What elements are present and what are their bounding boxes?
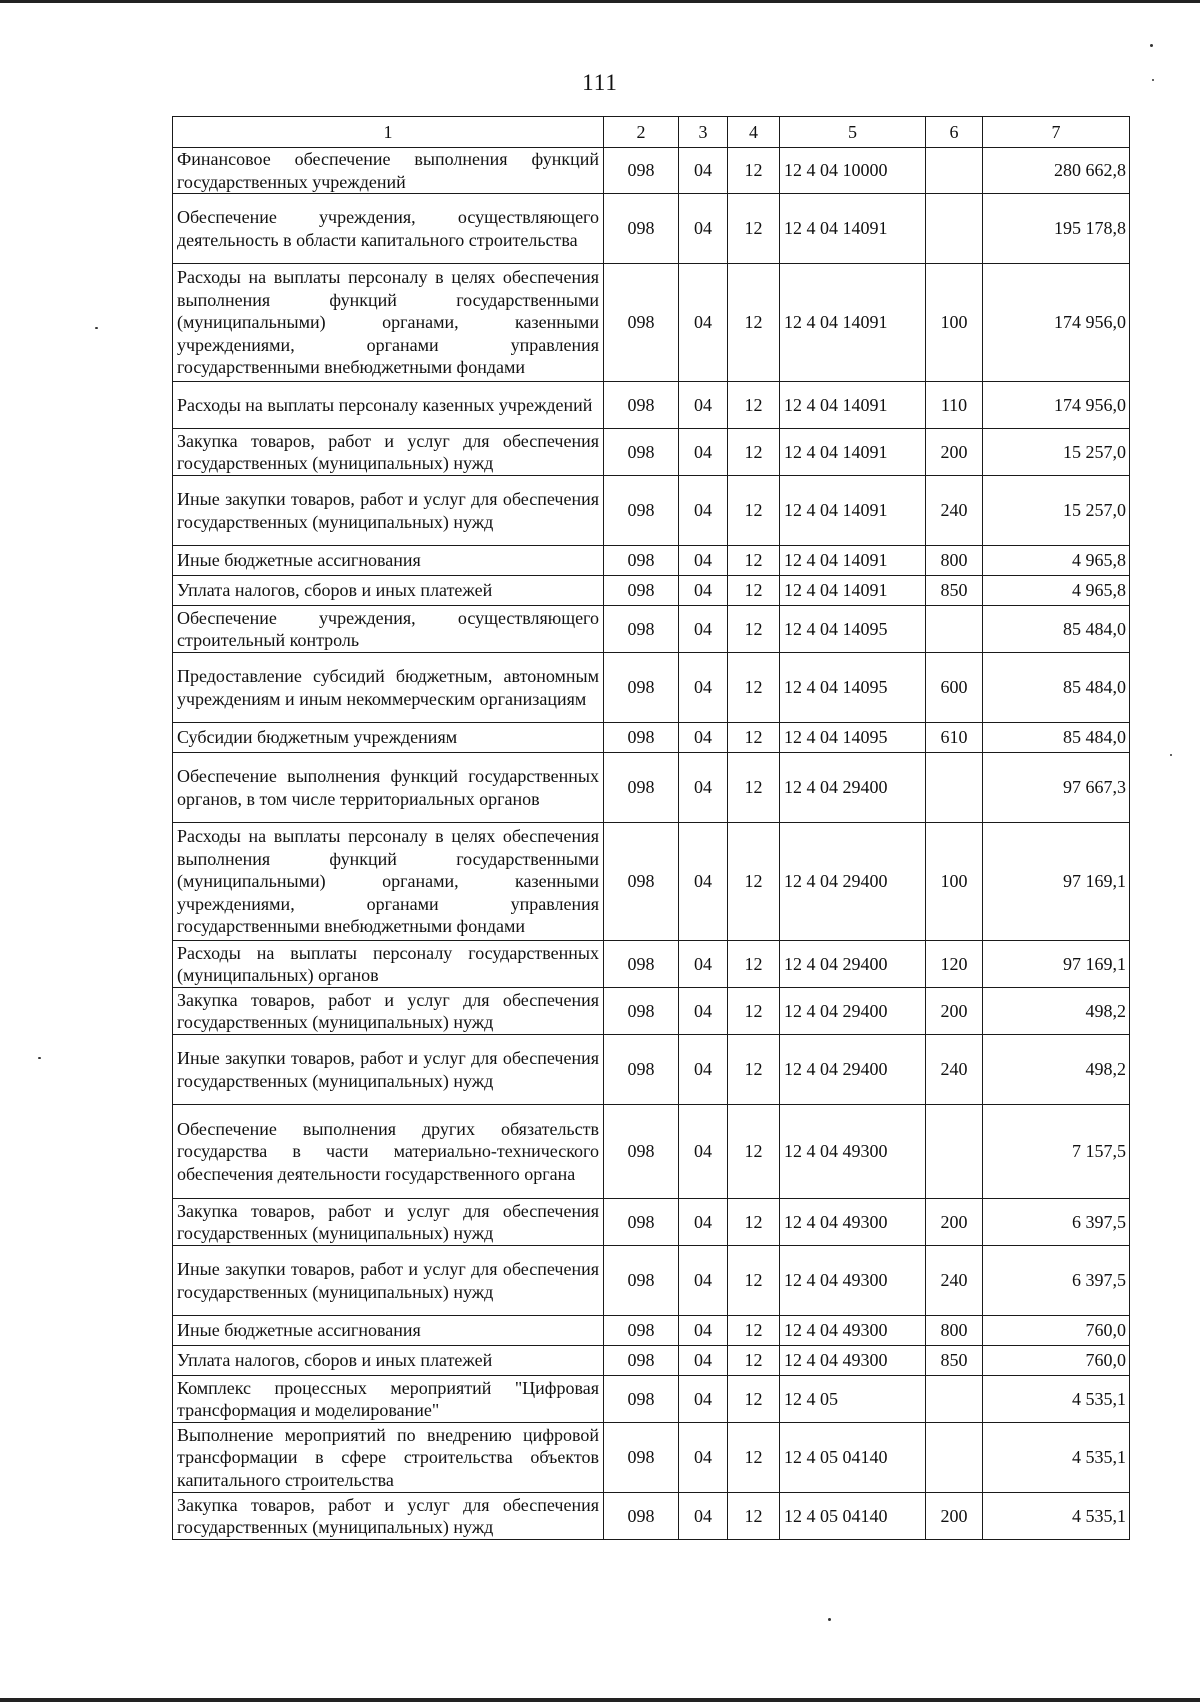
row-name-cell: Уплата налогов, сборов и иных платежей — [173, 576, 604, 606]
row-col4-cell: 12 — [728, 1199, 780, 1246]
row-col2-cell: 098 — [604, 1316, 679, 1346]
row-col2-cell: 098 — [604, 1493, 679, 1540]
row-name-cell: Расходы на выплаты персоналу государственных (муниципальных) органов — [173, 941, 604, 988]
row-code-cell: 12 4 04 49300 — [780, 1199, 926, 1246]
row-col2-cell: 098 — [604, 382, 679, 429]
row-col2-cell: 098 — [604, 1035, 679, 1105]
row-col6-cell — [926, 1376, 983, 1423]
row-name-cell: Комплекс процессных мероприятий "Цифровая трансформация и моделирование" — [173, 1376, 604, 1423]
row-code-cell: 12 4 04 14091 — [780, 576, 926, 606]
row-col2-cell: 098 — [604, 476, 679, 546]
row-name-cell: Закупка товаров, работ и услуг для обеспечения государственных (муниципальных) нужд — [173, 1493, 604, 1540]
row-col6-cell: 110 — [926, 382, 983, 429]
row-code-cell: 12 4 04 29400 — [780, 823, 926, 941]
table-header-row — [173, 117, 1130, 148]
row-amount-cell: 498,2 — [983, 1035, 1130, 1105]
table-row — [173, 1199, 1130, 1246]
row-col3-cell: 04 — [679, 823, 728, 941]
table-row — [173, 546, 1130, 576]
table-row — [173, 1346, 1130, 1376]
row-col4-cell: 12 — [728, 148, 780, 194]
row-col6-cell: 240 — [926, 1246, 983, 1316]
row-col3-cell: 04 — [679, 576, 728, 606]
table-row — [173, 1316, 1130, 1346]
row-name-cell: Иные бюджетные ассигнования — [173, 546, 604, 576]
row-col6-cell: 850 — [926, 1346, 983, 1376]
row-col2-cell: 098 — [604, 653, 679, 723]
table-row — [173, 264, 1130, 382]
row-col4-cell: 12 — [728, 1246, 780, 1316]
table-row — [173, 1423, 1130, 1493]
row-amount-cell: 7 157,5 — [983, 1105, 1130, 1199]
row-col2-cell: 098 — [604, 429, 679, 476]
row-name-cell: Расходы на выплаты персоналу в целях обеспечения выполнения функций государственными (муниципальными) органами, казенными учреждениями, органами управления государственными внебюджетными фондами — [173, 264, 604, 382]
row-name-cell: Финансовое обеспечение выполнения функций государственных учреждений — [173, 148, 604, 194]
row-amount-cell: 85 484,0 — [983, 606, 1130, 653]
row-code-cell: 12 4 05 04140 — [780, 1493, 926, 1540]
scan-speck — [38, 1057, 41, 1059]
row-col3-cell: 04 — [679, 1199, 728, 1246]
budget-table-container — [172, 116, 1129, 1540]
row-col6-cell: 200 — [926, 1493, 983, 1540]
row-name-cell: Иные бюджетные ассигнования — [173, 1316, 604, 1346]
row-amount-cell: 4 535,1 — [983, 1376, 1130, 1423]
scan-speck — [1170, 754, 1172, 756]
row-name-cell: Иные закупки товаров, работ и услуг для обеспечения государственных (муниципальных) нужд — [173, 476, 604, 546]
row-col4-cell: 12 — [728, 988, 780, 1035]
row-col4-cell: 12 — [728, 1316, 780, 1346]
row-col2-cell: 098 — [604, 264, 679, 382]
table-row — [173, 606, 1130, 653]
row-code-cell: 12 4 04 49300 — [780, 1346, 926, 1376]
table-row — [173, 576, 1130, 606]
row-name-cell: Расходы на выплаты персоналу в целях обеспечения выполнения функций государственными (муниципальными) органами, казенными учреждениями, органами управления государственными внебюджетными фондами — [173, 823, 604, 941]
header-col-7: 7 — [983, 117, 1130, 148]
row-col3-cell: 04 — [679, 476, 728, 546]
row-name-cell: Обеспечение выполнения функций государственных органов, в том числе территориальных органов — [173, 753, 604, 823]
row-col6-cell: 800 — [926, 1316, 983, 1346]
row-col3-cell: 04 — [679, 1423, 728, 1493]
row-amount-cell: 760,0 — [983, 1346, 1130, 1376]
row-col6-cell — [926, 194, 983, 264]
row-col3-cell: 04 — [679, 1246, 728, 1316]
table-row — [173, 429, 1130, 476]
row-col3-cell: 04 — [679, 546, 728, 576]
row-col3-cell: 04 — [679, 1035, 728, 1105]
row-name-cell: Закупка товаров, работ и услуг для обеспечения государственных (муниципальных) нужд — [173, 1199, 604, 1246]
row-col4-cell: 12 — [728, 653, 780, 723]
row-col6-cell — [926, 148, 983, 194]
scan-speck — [95, 327, 98, 329]
table-row — [173, 476, 1130, 546]
header-col-1: 1 — [173, 117, 604, 148]
row-amount-cell: 498,2 — [983, 988, 1130, 1035]
row-col2-cell: 098 — [604, 194, 679, 264]
row-amount-cell: 97 169,1 — [983, 941, 1130, 988]
row-name-cell: Расходы на выплаты персоналу казенных учреждений — [173, 382, 604, 429]
table-row — [173, 1376, 1130, 1423]
row-col6-cell — [926, 1423, 983, 1493]
row-col3-cell: 04 — [679, 1493, 728, 1540]
row-col3-cell: 04 — [679, 1346, 728, 1376]
row-col2-cell: 098 — [604, 1376, 679, 1423]
row-code-cell: 12 4 04 14091 — [780, 194, 926, 264]
table-row — [173, 1493, 1130, 1540]
table-row — [173, 382, 1130, 429]
row-col4-cell: 12 — [728, 1346, 780, 1376]
row-col6-cell — [926, 753, 983, 823]
row-col4-cell: 12 — [728, 194, 780, 264]
table-row — [173, 1246, 1130, 1316]
row-col4-cell: 12 — [728, 1423, 780, 1493]
row-col3-cell: 04 — [679, 941, 728, 988]
row-col2-cell: 098 — [604, 723, 679, 753]
row-name-cell: Иные закупки товаров, работ и услуг для обеспечения государственных (муниципальных) нужд — [173, 1246, 604, 1316]
header-col-3: 3 — [679, 117, 728, 148]
row-name-cell: Обеспечение учреждения, осуществляющего деятельность в области капитального строительства — [173, 194, 604, 264]
row-name-cell: Обеспечение учреждения, осуществляющего строительный контроль — [173, 606, 604, 653]
row-amount-cell: 174 956,0 — [983, 382, 1130, 429]
row-name-cell: Иные закупки товаров, работ и услуг для обеспечения государственных (муниципальных) нужд — [173, 1035, 604, 1105]
row-col6-cell: 200 — [926, 1199, 983, 1246]
row-col3-cell: 04 — [679, 382, 728, 429]
row-col2-cell: 098 — [604, 823, 679, 941]
row-col2-cell: 098 — [604, 1246, 679, 1316]
header-col-5: 5 — [780, 117, 926, 148]
row-col6-cell: 240 — [926, 476, 983, 546]
row-amount-cell: 4 535,1 — [983, 1423, 1130, 1493]
row-col6-cell: 120 — [926, 941, 983, 988]
row-col6-cell: 200 — [926, 429, 983, 476]
row-col3-cell: 04 — [679, 429, 728, 476]
row-col6-cell: 200 — [926, 988, 983, 1035]
row-col4-cell: 12 — [728, 606, 780, 653]
row-amount-cell: 85 484,0 — [983, 653, 1130, 723]
row-code-cell: 12 4 04 49300 — [780, 1105, 926, 1199]
row-code-cell: 12 4 04 14091 — [780, 429, 926, 476]
row-amount-cell: 195 178,8 — [983, 194, 1130, 264]
budget-table — [172, 116, 1130, 1540]
row-col2-cell: 098 — [604, 576, 679, 606]
row-amount-cell: 15 257,0 — [983, 476, 1130, 546]
row-name-cell: Субсидии бюджетным учреждениям — [173, 723, 604, 753]
row-col2-cell: 098 — [604, 148, 679, 194]
row-col3-cell: 04 — [679, 1376, 728, 1423]
row-col2-cell: 098 — [604, 941, 679, 988]
row-code-cell: 12 4 04 29400 — [780, 941, 926, 988]
row-col4-cell: 12 — [728, 382, 780, 429]
row-code-cell: 12 4 04 10000 — [780, 148, 926, 194]
table-row — [173, 148, 1130, 194]
row-code-cell: 12 4 04 49300 — [780, 1246, 926, 1316]
row-code-cell: 12 4 05 — [780, 1376, 926, 1423]
row-name-cell: Предоставление субсидий бюджетным, автономным учреждениям и иным некоммерческим организациям — [173, 653, 604, 723]
row-col2-cell: 098 — [604, 1423, 679, 1493]
row-col3-cell: 04 — [679, 1105, 728, 1199]
row-code-cell: 12 4 04 29400 — [780, 753, 926, 823]
row-amount-cell: 280 662,8 — [983, 148, 1130, 194]
row-col2-cell: 098 — [604, 988, 679, 1035]
row-col3-cell: 04 — [679, 723, 728, 753]
row-col3-cell: 04 — [679, 606, 728, 653]
row-col6-cell — [926, 1105, 983, 1199]
scan-edge-top — [0, 0, 1200, 3]
row-code-cell: 12 4 04 14091 — [780, 546, 926, 576]
row-col3-cell: 04 — [679, 194, 728, 264]
row-col4-cell: 12 — [728, 1035, 780, 1105]
header-col-2: 2 — [604, 117, 679, 148]
row-code-cell: 12 4 04 14095 — [780, 606, 926, 653]
row-amount-cell: 174 956,0 — [983, 264, 1130, 382]
row-col6-cell: 100 — [926, 264, 983, 382]
row-col4-cell: 12 — [728, 429, 780, 476]
row-col2-cell: 098 — [604, 606, 679, 653]
scan-edge-bottom — [0, 1698, 1200, 1702]
table-row — [173, 753, 1130, 823]
row-col4-cell: 12 — [728, 546, 780, 576]
row-col3-cell: 04 — [679, 653, 728, 723]
row-col4-cell: 12 — [728, 576, 780, 606]
header-col-4: 4 — [728, 117, 780, 148]
row-col2-cell: 098 — [604, 1346, 679, 1376]
row-col3-cell: 04 — [679, 1316, 728, 1346]
row-col2-cell: 098 — [604, 546, 679, 576]
row-amount-cell: 760,0 — [983, 1316, 1130, 1346]
row-name-cell: Уплата налогов, сборов и иных платежей — [173, 1346, 604, 1376]
row-code-cell: 12 4 04 14091 — [780, 382, 926, 429]
row-name-cell: Выполнение мероприятий по внедрению цифровой трансформации в сфере строительства объектов капитального строительства — [173, 1423, 604, 1493]
header-col-6: 6 — [926, 117, 983, 148]
row-amount-cell: 4 535,1 — [983, 1493, 1130, 1540]
row-col6-cell: 850 — [926, 576, 983, 606]
row-col6-cell: 610 — [926, 723, 983, 753]
row-amount-cell: 15 257,0 — [983, 429, 1130, 476]
row-col6-cell: 800 — [926, 546, 983, 576]
row-col4-cell: 12 — [728, 1105, 780, 1199]
row-col4-cell: 12 — [728, 1493, 780, 1540]
row-code-cell: 12 4 04 14091 — [780, 476, 926, 546]
row-col3-cell: 04 — [679, 264, 728, 382]
table-row — [173, 1035, 1130, 1105]
table-row — [173, 1105, 1130, 1199]
row-name-cell: Закупка товаров, работ и услуг для обеспечения государственных (муниципальных) нужд — [173, 429, 604, 476]
row-col2-cell: 098 — [604, 1105, 679, 1199]
row-code-cell: 12 4 04 49300 — [780, 1316, 926, 1346]
row-col3-cell: 04 — [679, 988, 728, 1035]
row-col6-cell: 240 — [926, 1035, 983, 1105]
row-amount-cell: 4 965,8 — [983, 576, 1130, 606]
row-amount-cell: 6 397,5 — [983, 1199, 1130, 1246]
row-col4-cell: 12 — [728, 823, 780, 941]
page-number: 111 — [582, 70, 618, 95]
table-body — [173, 148, 1130, 1540]
row-col4-cell: 12 — [728, 476, 780, 546]
row-code-cell: 12 4 04 14095 — [780, 723, 926, 753]
row-col4-cell: 12 — [728, 941, 780, 988]
row-amount-cell: 97 169,1 — [983, 823, 1130, 941]
row-col4-cell: 12 — [728, 264, 780, 382]
row-code-cell: 12 4 04 29400 — [780, 1035, 926, 1105]
row-code-cell: 12 4 05 04140 — [780, 1423, 926, 1493]
row-code-cell: 12 4 04 14095 — [780, 653, 926, 723]
table-row — [173, 941, 1130, 988]
row-col4-cell: 12 — [728, 1376, 780, 1423]
row-amount-cell: 85 484,0 — [983, 723, 1130, 753]
row-col6-cell: 600 — [926, 653, 983, 723]
row-col3-cell: 04 — [679, 148, 728, 194]
table-row — [173, 823, 1130, 941]
row-amount-cell: 97 667,3 — [983, 753, 1130, 823]
scan-speck — [1150, 44, 1153, 47]
row-code-cell: 12 4 04 14091 — [780, 264, 926, 382]
row-col4-cell: 12 — [728, 753, 780, 823]
row-col3-cell: 04 — [679, 753, 728, 823]
scan-speck — [1152, 79, 1154, 81]
table-row — [173, 194, 1130, 264]
row-col2-cell: 098 — [604, 753, 679, 823]
table-row — [173, 723, 1130, 753]
row-name-cell: Закупка товаров, работ и услуг для обеспечения государственных (муниципальных) нужд — [173, 988, 604, 1035]
row-col6-cell — [926, 606, 983, 653]
row-code-cell: 12 4 04 29400 — [780, 988, 926, 1035]
row-col2-cell: 098 — [604, 1199, 679, 1246]
table-row — [173, 988, 1130, 1035]
row-amount-cell: 6 397,5 — [983, 1246, 1130, 1316]
table-row — [173, 653, 1130, 723]
scan-speck — [828, 1618, 831, 1621]
row-amount-cell: 4 965,8 — [983, 546, 1130, 576]
row-col6-cell: 100 — [926, 823, 983, 941]
row-col4-cell: 12 — [728, 723, 780, 753]
row-name-cell: Обеспечение выполнения других обязательств государства в части материально-технического обеспечения деятельности государственного органа — [173, 1105, 604, 1199]
